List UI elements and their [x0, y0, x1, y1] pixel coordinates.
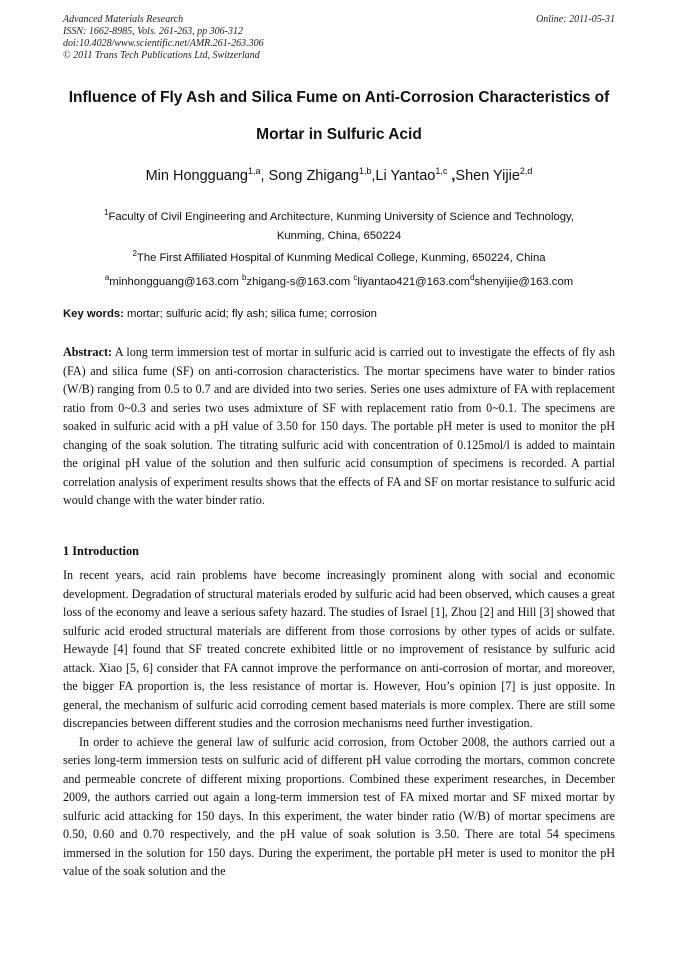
copyright: © 2011 Trans Tech Publications Ltd, Switzerland	[63, 50, 260, 61]
author-name: Li Yantao	[375, 167, 436, 184]
paper-title-line-2: Mortar in Sulfuric Acid	[256, 126, 422, 143]
affiliation-1-line-1: Faculty of Civil Engineering and Architecture, Kunming University of Science and Technology,	[108, 210, 574, 223]
author-separator: ,	[371, 167, 376, 184]
email-sup: b	[241, 273, 247, 282]
author-name: Min Hongguang	[145, 167, 248, 184]
email-sup: c	[353, 273, 358, 282]
author-separator: ,	[260, 167, 269, 184]
affiliation-sup: 2	[132, 249, 137, 258]
introduction-paragraph-2: In order to achieve the general law of sulfuric acid corrosion, from October 2008, the authors carried out a series long-term immersion tests on sulfuric acid of different pH value corroding the mortars, common concrete and permeable concrete of different mixing proportions. Combined these experiment researches, in December 2009, the authors carried out again a long-term immersion test of FA mixed mortar and SF mixed mortar by sulfuric acid attacking for 150 days. In this experiment, the water binder ratio (W/B) of mortar specimens are 0.50, 0.60 and 0.70 respectively, and the pH value of soak solution is 3.50. There are total 54 specimens immersed in the solution for 150 days. During the experiment, the portable pH meter is used to monitor the pH value of the soak solution and the	[63, 734, 615, 878]
introduction-paragraph-1: In recent years, acid rain problems have become increasingly prominent along with social and economic development. Degradation of structural materials eroded by sulfuric acid had been observed, which causes a great loss of the economy and leave a serious safety hazard. The studies of Israel [1], Zhou [2] and Hill [3] showed that sulfuric acid eroded structural materials are different from those corrosions by other types of acids or sulfate. Hewayde [4] found that SF treated concrete exhibited little or no improvement of resistance by sulfuric acid attack. Xiao [5, 6] consider that FA cannot improve the performance on anti-corrosion of mortar, and moreover, the bigger FA proportion is, the less resistance of mortar is. However, Hou’s opinion [7] is just opposite. In general, the mechanism of sulfuric acid corroding cement based materials is more complex. There are still some discrepancies between different studies and the corrosion mechanisms need further investigation.	[63, 568, 615, 730]
paper-title-line-1: Influence of Fly Ash and Silica Fume on Anti-Corrosion Characteristics of	[68, 89, 610, 106]
email-sup: a	[104, 273, 110, 282]
section-heading-introduction: 1 Introduction	[63, 544, 139, 558]
doi: doi:10.4028/www.scientific.net/AMR.261-263.306	[63, 38, 264, 49]
author-affiliation-sup: 1,a	[247, 166, 261, 176]
author-separator: ,	[447, 167, 456, 184]
email-link[interactable]: shenyijie@163.com	[474, 275, 574, 288]
affiliation-2	[60, 244, 618, 268]
affiliation-1-line-2: Kunming, China, 650224	[276, 229, 402, 242]
online-date: Online: 2011-05-31	[536, 14, 615, 25]
keywords	[63, 308, 615, 320]
issn: ISSN: 1662-8985, Vols. 261-263, pp 306-312	[63, 26, 243, 37]
affiliation-sup: 1	[104, 208, 109, 217]
keywords-label: Key words:	[63, 308, 124, 320]
abstract-text: A long term immersion test of mortar in sulfuric acid is carried out to investigate the effects of fly ash (FA) and silica fume (SF) on anti-corrosion characteristics. The mortar specimens have water to binder ratios (W/B) ranging from 0.5 to 0.7 and are divided into two series. Series one uses admixture of FA with replacement ratio from 0~0.3 and series two uses admixture of SF with replacement ratio from 0~0.1. The specimens are soaked in sulfuric acid with a pH value of 3.50 for 150 days. The portable pH meter is used to monitor the pH changing of the soak solution. The titrating sulfuric acid with concentration of 0.125mol/l is added to maintain the original pH value of the solution and then sulfuric acid consumption of specimens is recorded. A partial correlation analysis of experiment results shows that the effects of FA and SF on mortar resistance to sulfuric acid would change with the water binder ratio.	[63, 345, 615, 507]
author-list	[0, 166, 678, 184]
affiliation-1	[60, 203, 618, 246]
affiliation-2-text: The First Affiliated Hospital of Kunming Medical College, Kunming, 650224, China	[136, 251, 546, 264]
author-name: Song Zhigang	[268, 167, 359, 184]
journal-header	[63, 14, 264, 62]
abstract-label: Abstract:	[63, 345, 113, 359]
keywords-text: mortar; sulfuric acid; fly ash; silica fume; corrosion	[127, 308, 377, 320]
author-affiliation-sup: 1,c	[435, 166, 448, 176]
abstract	[63, 343, 615, 510]
introduction-body	[63, 566, 615, 881]
author-affiliation-sup: 2,d	[519, 166, 533, 176]
email-list	[60, 268, 618, 292]
author-name: Shen Yijie	[455, 167, 520, 184]
email-sup: d	[469, 273, 475, 282]
email-link[interactable]: minhongguang@163.com	[109, 275, 239, 288]
email-link[interactable]: liyantao421@163.com	[357, 275, 470, 288]
journal-name: Advanced Materials Research	[63, 14, 184, 25]
email-link[interactable]: zhigang-s@163.com	[246, 275, 351, 288]
author-affiliation-sup: 1,b	[358, 166, 372, 176]
